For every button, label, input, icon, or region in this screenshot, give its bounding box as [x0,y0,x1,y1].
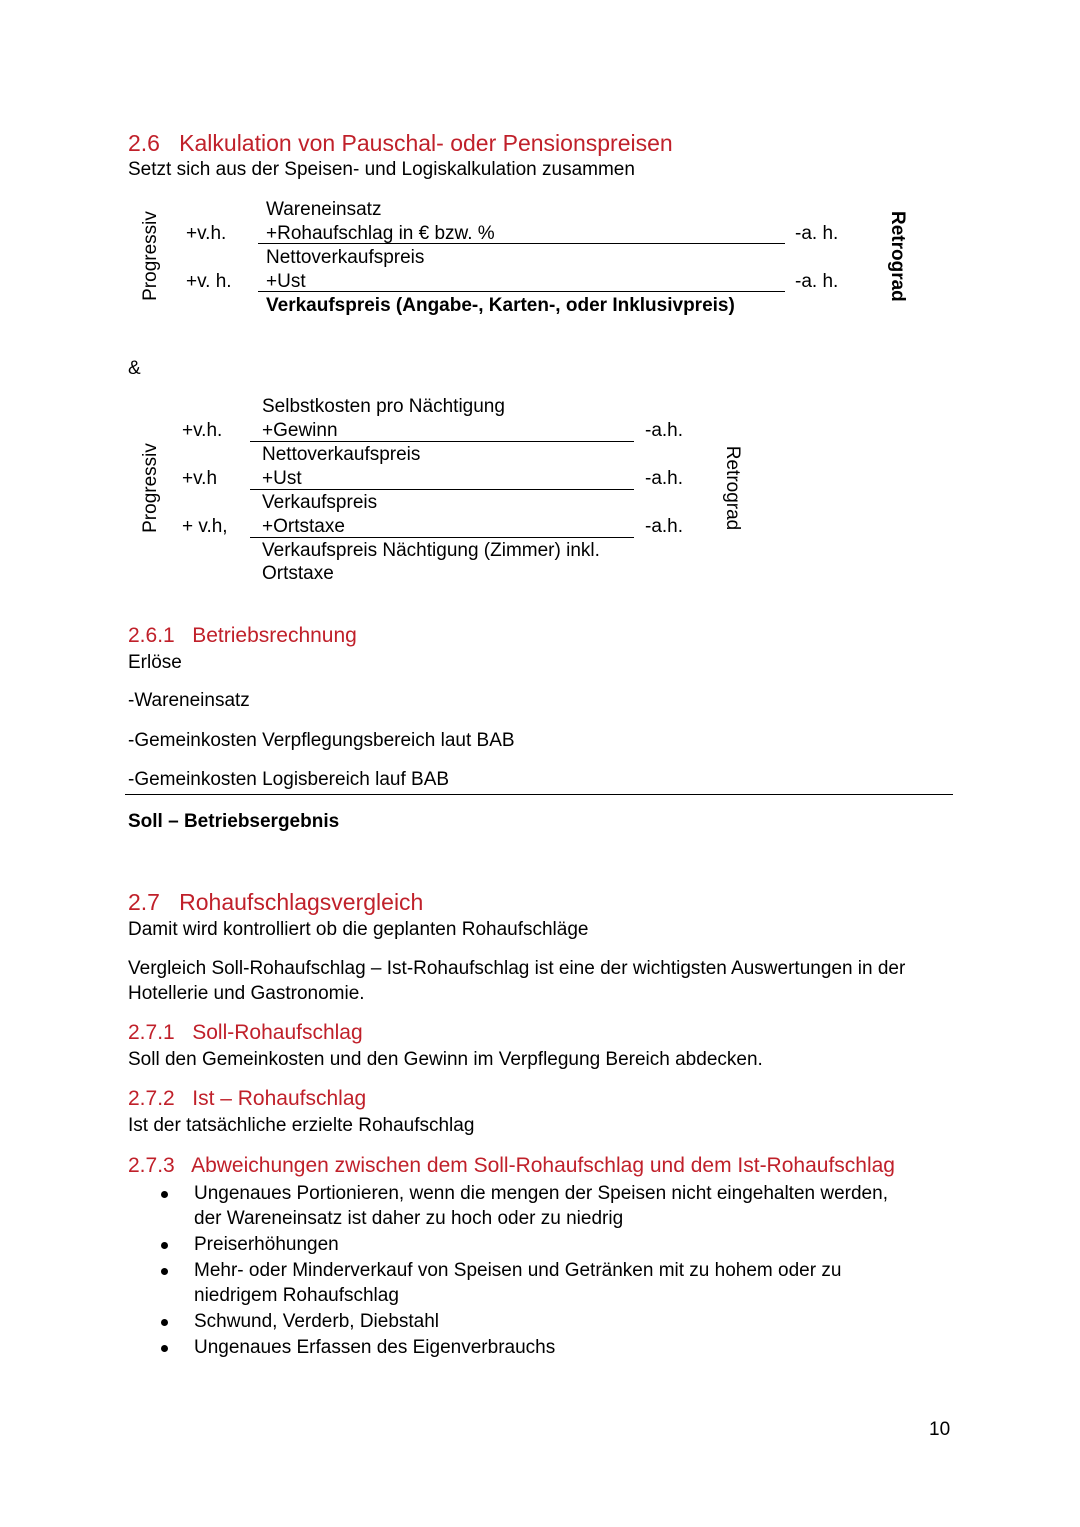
bullet-icon [161,1319,168,1326]
section-2-7-1-text: Soll den Gemeinkosten und den Gewinn im Verpflegung Bereich abdecken. [128,1049,763,1070]
calc1-right-op: -a. h. [795,271,839,292]
calc2-row-netto: Nettoverkaufspreis [262,444,421,465]
bullet-icon [161,1268,168,1275]
calc2-rule-2 [250,489,634,490]
calc1-row-netto: Nettoverkaufspreis [266,247,425,268]
betriebsergebnis: Soll – Betriebsergebnis [128,811,340,832]
section-number: 2.7 [128,889,160,915]
section-title: Kalkulation von Pauschal- oder Pensionspreisen [179,130,673,156]
section-2-7-text: Vergleich Soll-Rohaufschlag – Ist-Rohaufschlag ist eine der wichtigsten Auswertungen in der [128,958,906,979]
section-title: Rohaufschlagsvergleich [179,889,424,915]
calc1-rule-2 [258,291,785,292]
bullet-icon [161,1242,168,1249]
calc2-left-op: + v.h, [182,516,228,537]
section-2-7-text: Hotellerie und Gastronomie. [128,983,365,1004]
ampersand: & [128,358,141,379]
section-2-7-1-heading [128,1021,363,1045]
calc1-row-ust: +Ust [266,271,306,292]
calc2-row-verkaufspreis-naechtigung: Verkaufspreis Nächtigung (Zimmer) inkl. [262,540,600,561]
calc2-rule-1 [250,441,634,442]
bullet-icon [161,1191,168,1198]
section-2-6-heading [128,130,673,157]
calc1-rule-1 [258,243,785,244]
calc1-right-op: -a. h. [795,223,839,244]
bullet-text: Ungenaues Portionieren, wenn die mengen der Speisen nicht eingehalten werden, [194,1183,888,1204]
calc2-rule-3 [250,537,634,538]
betriebsrechnung-line: -Gemeinkosten Logisbereich lauf BAB [128,769,450,790]
section-2-6-subtitle: Setzt sich aus der Speisen- und Logiskalkulation zusammen [128,159,635,180]
section-2-7-text: Damit wird kontrolliert ob die geplanten Rohaufschläge [128,919,589,940]
calc1-left-op: +v. h. [186,271,232,292]
bullet-text: Schwund, Verderb, Diebstahl [194,1311,440,1332]
betriebsrechnung-line: -Gemeinkosten Verpflegungsbereich laut BAB [128,730,515,751]
section-title: Betriebsrechnung [192,624,357,647]
bullet-text: Ungenaues Erfassen des Eigenverbrauchs [194,1337,556,1358]
section-number: 2.7.3 [128,1154,175,1177]
retrograd-label: Retrograd [887,211,908,302]
bullet-text: Mehr- oder Minderverkauf von Speisen und Getränken mit zu hohem oder zu [194,1260,842,1281]
section-number: 2.6.1 [128,624,175,647]
calc2-row-gewinn: +Gewinn [262,420,338,441]
calc2-right-op: -a.h. [645,420,684,441]
section-2-7-2-text: Ist der tatsächliche erzielte Rohaufschlag [128,1115,475,1136]
retrograd-label: Retrograd [722,445,743,531]
section-2-7-2-heading [128,1087,366,1111]
section-2-7-3-heading [128,1154,895,1178]
calc2-right-op: -a.h. [645,516,684,537]
calc2-row-ortstaxe: +Ortstaxe [262,516,345,537]
section-title: Abweichungen zwischen dem Soll-Rohaufschlag und dem Ist-Rohaufschlag [191,1154,895,1177]
calc2-row-verkaufspreis: Verkaufspreis [262,492,378,513]
calc2-row-ortstaxe-line2: Ortstaxe [262,563,334,584]
page-number: 10 [929,1419,951,1440]
betriebsrechnung-line: -Wareneinsatz [128,690,250,711]
betriebsrechnung-rule [125,794,953,795]
section-2-6-1-heading [128,624,357,648]
bullet-text: niedrigem Rohaufschlag [194,1285,399,1306]
calc2-row-selbstkosten: Selbstkosten pro Nächtigung [262,396,505,417]
bullet-text: der Wareneinsatz ist daher zu hoch oder zu niedrig [194,1208,624,1229]
calc1-row-rohaufschlag: +Rohaufschlag in € bzw. % [266,223,495,244]
bullet-text: Preiserhöhungen [194,1234,339,1255]
calc1-left-op: +v.h. [186,223,227,244]
calc2-left-op: +v.h. [182,420,223,441]
section-title: Ist – Rohaufschlag [192,1087,367,1110]
calc2-row-ust: +Ust [262,468,302,489]
section-number: 2.7.1 [128,1021,175,1044]
calc2-right-op: -a.h. [645,468,684,489]
progressiv-label: Progressiv [140,443,161,533]
calc2-left-op: +v.h [182,468,218,489]
betriebsrechnung-line: Erlöse [128,652,182,673]
section-2-7-heading [128,889,423,916]
calc1-row-wareneinsatz: Wareneinsatz [266,199,382,220]
calc1-row-verkaufspreis: Verkaufspreis (Angabe-, Karten-, oder Inklusivpreis) [266,295,735,316]
section-number: 2.7.2 [128,1087,175,1110]
progressiv-label: Progressiv [140,211,161,301]
bullet-icon [161,1345,168,1352]
section-number: 2.6 [128,130,160,156]
section-title: Soll-Rohaufschlag [192,1021,363,1044]
